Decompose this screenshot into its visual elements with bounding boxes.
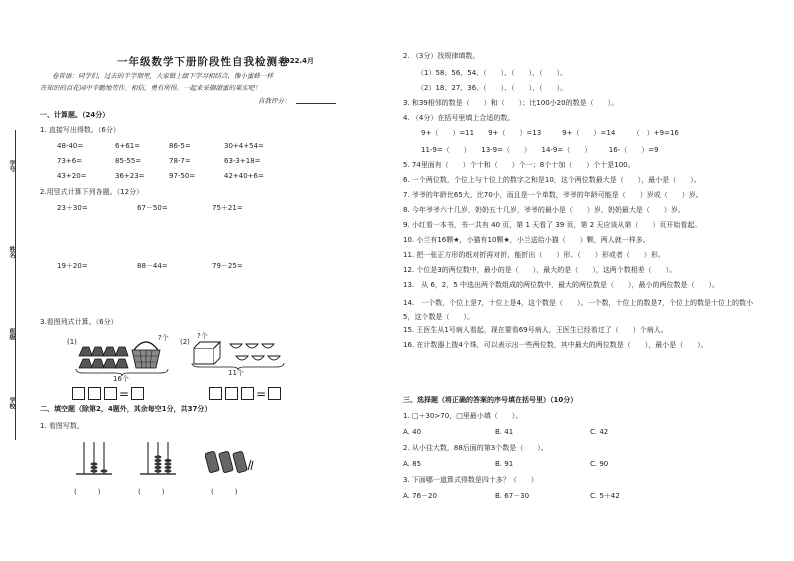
choice-option-a[interactable]: A. 40 (403, 428, 422, 436)
hats-and-basket-illustration (76, 336, 168, 370)
question-line: 9+（ ）=11 9+（ ）=13 9+（ ）=14 （ ）+9=16 (421, 129, 679, 137)
question-line: 9. 小红看一本书，书一共有 40 页，第 1 天看了 39 页，第 2 天应该从第（ ）页开始看起。 (403, 221, 702, 229)
oral-item: 73+6= (57, 157, 83, 165)
question-line: 13. 从 6，2，5 中选出两个数组成的两位数中，最大的两位数是（ ），最小的两位数是（ ）。 (403, 281, 719, 289)
oral-calc (57, 142, 264, 187)
preface-line-2: 在知识的百花园中辛勤地劳作。相信，勇有所得。一起来采撷甜蜜的果实吧！ (40, 84, 261, 92)
picture-2-number: (2) (180, 338, 190, 346)
oral-item: 85-55= (115, 157, 142, 165)
oral-item: 97-50= (169, 172, 196, 180)
choice-option-b[interactable]: B. 41 (495, 428, 514, 436)
vertical-calc-item: 88－44= (137, 262, 168, 270)
preface-line-1: 卷首语：同学们，过去的半学期里，大家做上级下学习相结合，像小蜜蜂一样 (52, 72, 273, 80)
question-line: 11-9=（ ） 13-9=（ ） 14-9=（ ） 16-（ ）=9 (421, 146, 659, 154)
choice-option-c[interactable]: C. 90 (590, 460, 609, 468)
answer-box[interactable] (268, 387, 281, 400)
question-line: 14. 一个数，个位上是7，十位上是4，这个数是（ ）。一个数，十位上的数是7，个位上的数是十位上的数小5，这个数是（ ）。 (403, 299, 753, 321)
answer-box[interactable] (104, 387, 117, 400)
abacus-icon (74, 440, 114, 478)
choice-question-2: 2. 从小往大数，88后面的第3个数是（ ）。 (403, 444, 548, 452)
oral-item: 86-5= (169, 142, 191, 150)
oral-item: 43+20= (57, 172, 87, 180)
question-line: 3. 和39相邻的数是（ ）和（ ）；比100小20的数是（ ）。 (403, 99, 619, 107)
question-line: 12. 个位是3的两位数中，最小的是（ ），最大的是（ ），这两个数相差（ ）。 (403, 266, 677, 274)
oral-item: 30+4+54= (224, 142, 264, 150)
question-line: 8. 今年爷爷六十几岁，奶奶五十几岁，爷爷的最小是（ ）岁，奶奶最大是（ ）岁。 (403, 206, 685, 214)
question-line: 7. 爷爷的年龄比65大，比70小，而且是一个单数，爷爷的年龄可能是（ ）岁或（ ）岁。 (403, 191, 703, 199)
choice-question-1: 1. □＋30>70，□里最小填（ ）。 (403, 412, 523, 420)
stick-bundles-icon (205, 448, 255, 474)
question-line: （2）18、27、36、（ ）、（ ）、（ ）。 (417, 84, 568, 92)
question-1-3: 3.看图列式计算。（6分） (40, 318, 118, 326)
oral-item: 42+40+6= (224, 172, 264, 180)
answer-box[interactable] (241, 387, 254, 400)
answer-box[interactable] (225, 387, 238, 400)
vertical-calc-item: 19＋20= (57, 262, 88, 270)
page-title: 一年级数学下册阶段性自我检测卷 (117, 56, 290, 68)
answer-box[interactable] (88, 387, 101, 400)
counter-answer-blank[interactable]: ( ) (138, 488, 165, 496)
question-line: 6. 一个两位数，个位上与十位上的数字之和是10，这个两位数最大是（ ），最小是（ ）。 (403, 176, 701, 184)
choice-question-3: 3. 下面哪一道算式得数是四十多？（ ） (403, 476, 538, 484)
counter-answer-blank[interactable]: ( ) (211, 488, 238, 496)
question-1-1: 1. 直接写出得数。（6分） (40, 126, 120, 134)
picture-2-total: 11个 (228, 369, 244, 377)
section-3-heading: 三、选择题（将正确的答案的序号填在括号里）（10分） (403, 396, 578, 404)
question-line: 16. 在计数器上拨4个珠，可以表示出一些两位数，其中最大的两位数是（ ），最小是（ ）。 (403, 341, 708, 349)
oral-item: 36+23= (115, 172, 145, 180)
self-eval-label: 自我评分： (258, 97, 291, 105)
choice-option-b[interactable]: B. 67－30 (495, 492, 530, 500)
self-eval-field[interactable] (296, 103, 336, 104)
choice-option-c[interactable]: C. 42 (590, 428, 609, 436)
oral-item: 6+61= (115, 142, 141, 150)
vertical-calc-item: 67－50= (137, 204, 168, 212)
fill-questions (403, 52, 763, 356)
oral-item: 78-7= (169, 157, 191, 165)
answer-box[interactable] (72, 387, 85, 400)
question-1-2: 2.用竖式计算下列各题。（12分） (40, 188, 144, 196)
vertical-calc-item: 75＋21= (212, 204, 243, 212)
oral-item: 48-40= (57, 142, 84, 150)
oral-item: 63-3+18= (224, 157, 261, 165)
exam-date: 2022.4月 (280, 57, 315, 65)
question-line: 15. 王医生从1号病人看起，现在要看69号病人，王医生已经看过了（ ）个病人。 (403, 326, 668, 334)
picture-1-total: 16个 (113, 375, 129, 383)
abacus-icon (138, 440, 178, 478)
question-line: 11. 把一张正方形的纸对折再对折，能折出（ ）形、（ ）形或者（ ）形。 (403, 251, 665, 259)
choice-option-c[interactable]: C. 5＋42 (590, 492, 620, 500)
question-line: （1）58、56、54、（ ）、（ ）、（ ）。 (417, 69, 568, 77)
choice-option-a[interactable]: A. 76－20 (403, 492, 437, 500)
picture-1-number: (1) (67, 338, 77, 346)
picture-1-question: ?个 (158, 334, 169, 342)
sidebar-label-class: 班级 (8, 328, 15, 340)
equation-boxes-2[interactable] (209, 383, 281, 402)
question-line: 2. （3分）找规律填数。 (403, 52, 480, 60)
vertical-calc-item: 23＋30= (57, 204, 88, 212)
question-line: 10. 小兰有16颗★，小猫有10颗★，小兰送给小猫（ ）颗，两人就一样多。 (403, 236, 650, 244)
vertical-calc-item: 79－25= (212, 262, 243, 270)
counter-answer-blank[interactable]: ( ) (74, 488, 101, 496)
answer-box[interactable] (209, 387, 222, 400)
equation-boxes-1[interactable] (72, 383, 144, 402)
sidebar-label-school: 学校 (8, 397, 15, 409)
equals-sign: = (256, 386, 267, 401)
section-2-heading: 二、填空题（除第2，4题外，其余每空1分，共37分） (40, 405, 212, 413)
sidebar-label-student-id: 学号 (8, 160, 15, 172)
choice-option-a[interactable]: A. 85 (403, 460, 422, 468)
picture-2-question: ?个 (197, 332, 208, 340)
question-line: 4. （4分）在括号里填上合适的数。 (403, 114, 515, 122)
equals-sign: = (119, 386, 130, 401)
question-2-1: 1. 看图写数。 (40, 422, 84, 430)
binding-line (15, 130, 16, 440)
section-1-heading: 一、计算题。（24分） (40, 111, 110, 119)
sidebar-label-name: 姓名 (8, 246, 15, 258)
choice-option-b[interactable]: B. 91 (495, 460, 514, 468)
answer-box[interactable] (131, 387, 144, 400)
question-line: 5. 74里面有（ ）个十和（ ）个一；8个十加（ ）个十是100。 (403, 161, 635, 169)
